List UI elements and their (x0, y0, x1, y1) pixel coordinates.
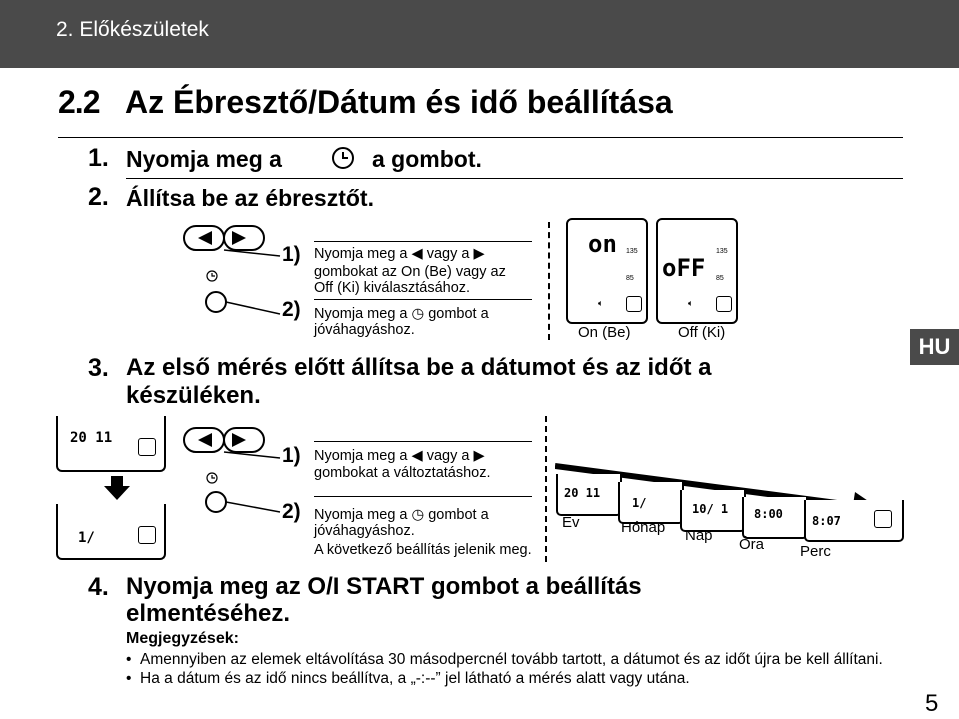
step1-text-after: a gombot. (372, 146, 482, 172)
divider (314, 241, 532, 242)
language-tab: HU (910, 329, 959, 365)
seq-minute-display: 8:07 (804, 500, 904, 542)
speaker-icon: 🔈︎ (688, 298, 694, 308)
lcd-month-display: 1/ (56, 504, 166, 560)
heart-box (874, 510, 892, 528)
section-number: 2.2 (58, 84, 100, 120)
lcd-off-display: oFF 135 85 🔈︎ (656, 218, 738, 324)
date-instr-line2: gombokat a változtatáshoz. (314, 465, 491, 481)
step4-number: 4. (88, 573, 109, 601)
step2-text: Állítsa be az ébresztőt. (126, 185, 374, 211)
clock-icon: ◷ (411, 507, 425, 523)
seq-month-label: Hónap (621, 519, 666, 536)
dashed-separator (545, 416, 547, 562)
step1-number: 1. (88, 144, 109, 172)
step4-line1: Nyomja meg az O/I START gombot a beállítás (126, 573, 642, 600)
date-instr-line1: Nyomja meg a ◀ vagy a ▶ (314, 448, 485, 464)
date-instr-line5: A következő beállítás jelenik meg. (314, 542, 532, 558)
step4-line2: elmentéséhez. (126, 600, 291, 627)
notes-item: • Amennyiben az elemek eltávolítása 30 másodpercnél tovább tartott, a dátumot és az időt újra be kell állítani. (126, 651, 883, 668)
lcd-on-display: on 135 85 🔈︎ (566, 218, 648, 324)
down-arrow-icon (104, 476, 130, 500)
right-arrow-icon: ▶ (473, 246, 485, 262)
seq-day-display: 10/ 1 (680, 490, 746, 532)
date-instr-line3: Nyomja meg a ◷ gombot a (314, 507, 489, 523)
left-arrow-icon: ◀ (411, 448, 423, 464)
date-instr-n1: 1) (282, 444, 301, 467)
notes-title: Megjegyzések: (126, 630, 239, 647)
page-number: 5 (925, 690, 939, 717)
alarm-instr-line2: gombokat az On (Be) vagy az (314, 264, 506, 280)
alarm-instr-line1: Nyomja meg a ◀ vagy a ▶ (314, 246, 485, 262)
heart-box (626, 296, 642, 312)
alarm-instr-line5: jóváhagyáshoz. (314, 322, 415, 338)
divider (314, 496, 532, 497)
lcd-year-display: 20 11 (56, 416, 166, 472)
left-arrow-icon: ◀ (411, 246, 423, 262)
step2-number: 2. (88, 183, 109, 211)
step3-line1: Az első mérés előtt állítsa be a dátumot és az időt a (126, 354, 712, 381)
step3-line2: készüléken. (126, 382, 261, 409)
divider (314, 441, 532, 442)
seq-minute-label: Perc (800, 543, 831, 560)
step1-text-before: Nyomja meg a (126, 146, 282, 172)
seq-year-label: Év (562, 514, 580, 531)
seq-day-label: Nap (685, 527, 713, 544)
header-title: 2. Előkészületek (56, 18, 209, 41)
alarm-instr-line4: Nyomja meg a ◷ gombot a (314, 306, 489, 322)
seq-year-display: 20 11 (556, 474, 622, 516)
speaker-icon: 🔈︎ (598, 298, 604, 308)
date-instr-n2: 2) (282, 500, 301, 523)
clock-icon: ◷ (411, 306, 425, 322)
heart-box (138, 438, 156, 456)
clock-icon (331, 146, 355, 170)
alarm-instr-n1: 1) (282, 243, 301, 266)
section-title: Az Ébresztő/Dátum és idő beállítása (125, 84, 673, 120)
heart-box (716, 296, 732, 312)
notes-item: • Ha a dátum és az idő nincs beállítva, a „-:--” jel látható a mérés alatt vagy utána. (126, 670, 690, 687)
seq-hour-label: Óra (739, 536, 765, 553)
seq-month-display: 1/ (618, 482, 684, 524)
right-arrow-icon: ▶ (473, 448, 485, 464)
step3-number: 3. (88, 354, 109, 382)
off-caption: Off (Ki) (678, 324, 726, 341)
dashed-separator (548, 222, 550, 340)
alarm-instr-n2: 2) (282, 298, 301, 321)
date-instr-line4: jóváhagyáshoz. (314, 523, 415, 539)
divider (126, 178, 903, 179)
alarm-instr-line3: Off (Ki) kiválasztásához. (314, 280, 471, 296)
divider (314, 299, 532, 300)
divider (58, 137, 903, 138)
on-caption: On (Be) (578, 324, 631, 341)
seq-hour-display: 8:00 (742, 497, 808, 539)
heart-box (138, 526, 156, 544)
